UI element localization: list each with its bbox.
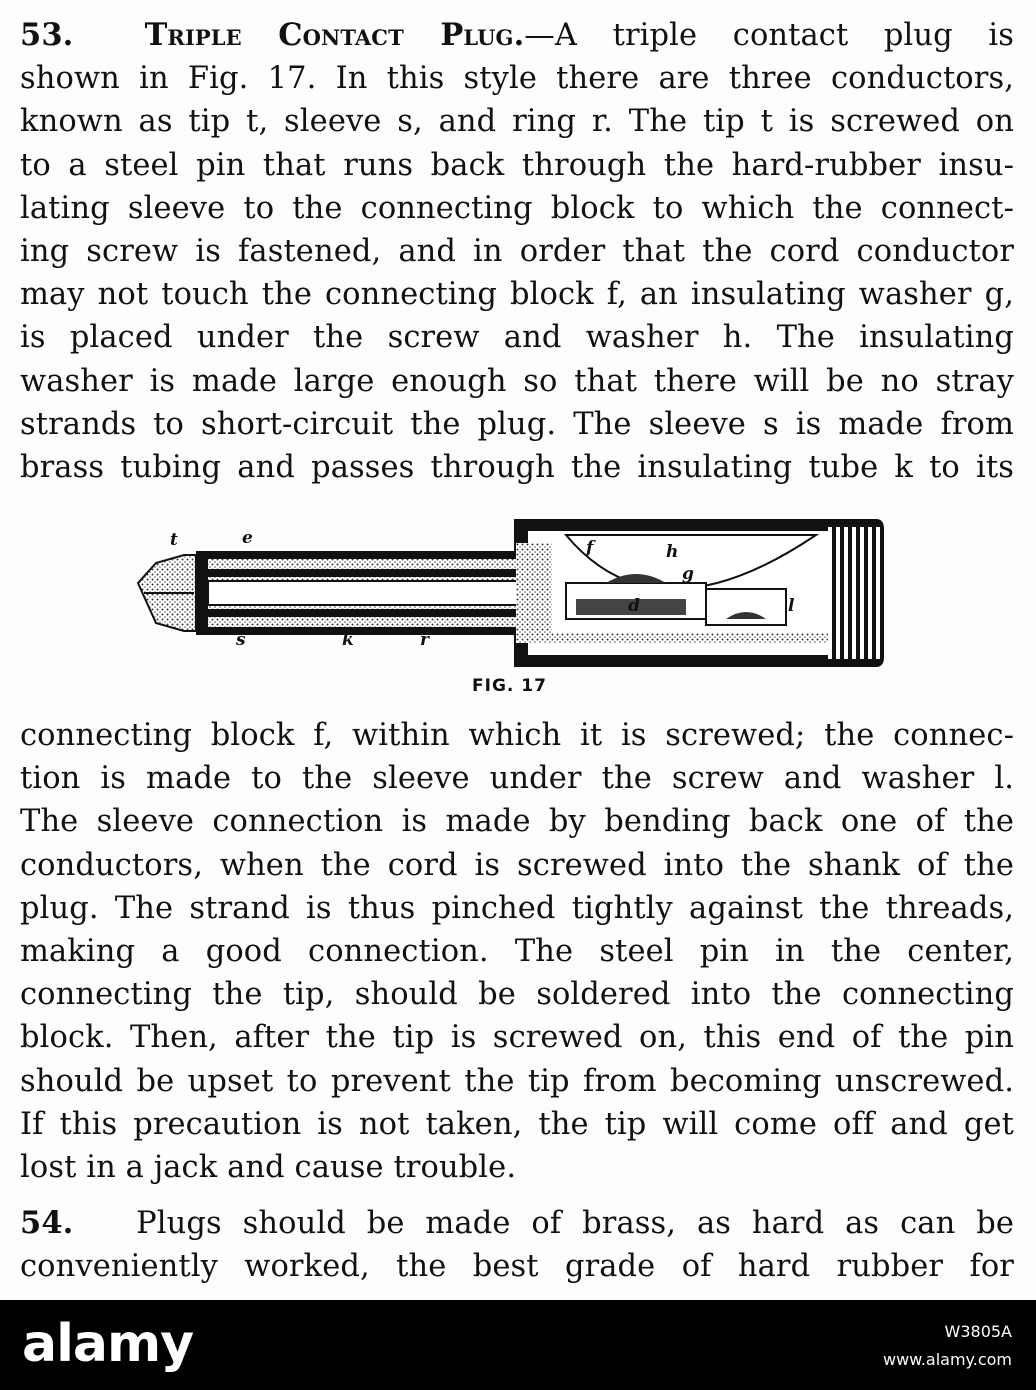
text-line-fragment: —A triple contact plug is [524,18,1014,53]
inner-block [706,589,786,625]
text-line: conductors, when the cord is screwed into the shank of the [20,847,1014,883]
text-line: lating sleeve to the connecting block to which the connect- [20,190,1014,226]
label-s: s [236,630,246,650]
label-h: h [666,542,679,562]
text-line: brass tubing and passes through the insulating tube k to its [20,450,1014,486]
label-k: k [342,630,354,650]
label-r: r [420,630,429,650]
figure-caption: FIG. 17 [472,676,547,696]
label-d: d [628,596,640,616]
text-line-fragment: Plugs should be made of brass, as hard as can be [136,1206,1014,1241]
text-line: If this precaution is not taken, the tip will come off and get [20,1106,1014,1142]
text-line: should be upset to prevent the tip from becoming unscrewed. [20,1063,1014,1099]
text-line: to a steel pin that runs back through the hard-rubber insu- [20,147,1014,183]
section-54-paragraph [20,1202,1014,1288]
text-line: connecting the tip, should be soldered into the connecting [20,977,1014,1013]
text-line: plug. The strand is thus pinched tightly against the threads, [20,890,1014,926]
text-line: connecting block f, within which it is screwed; the connec- [20,718,1014,753]
watermark-logo: alamy [22,1314,194,1374]
text-line: washer is made large enough so that there will be no stray [20,363,1014,399]
section-53-paragraph [20,14,1014,489]
text-line: The sleeve connection is made by bending back one of the [20,804,1014,840]
ring-band [208,569,516,577]
text-line: is placed under the screw and washer h. The insulating [20,320,1014,356]
section-number: 53. [20,17,74,53]
section-title: Triple Contact Plug. [144,17,525,53]
label-l: l [788,596,795,616]
steel-pin [208,581,568,605]
text-line [20,1202,1014,1245]
text-line: shown in Fig. 17. In this style there are three conductors, [20,61,1014,97]
text-line: tion is made to the sleeve under the screw and washer l. [20,761,1014,797]
continuation-paragraph [20,714,1014,1189]
threaded-shank [828,527,880,659]
bottom-wall [516,633,828,643]
text-line: ing screw is fastened, and in order that the cord conductor [20,234,1014,270]
text-line: lost in a jack and cause trouble. [20,1150,517,1186]
watermark-bar [0,1300,1036,1390]
text-line: block. Then, after the tip is screwed on, this end of the pin [20,1020,1014,1056]
label-f: f [586,538,594,558]
text-line: strands to short-circuit the plug. The sleeve s is made from [20,406,1014,442]
label-t: t [170,530,178,550]
insulating-wall [516,543,552,643]
text-line: may not touch the connecting block f, an insulating washer g, [20,277,1014,313]
plug-diagram [136,513,888,673]
label-g: g [682,564,694,584]
text-line: known as tip t, sleeve s, and ring r. The tip t is screwed on [20,104,1014,140]
text-line: making a good connection. The steel pin in the center, [20,934,1014,970]
text-line: conveniently worked, the best grade of hard rubber for [20,1249,1014,1285]
ring-band-lower [208,609,516,617]
label-e: e [242,528,253,548]
section-number: 54. [20,1205,74,1241]
text-line [20,14,1014,57]
watermark-site: www.alamy.com [883,1350,1012,1369]
watermark-image-id: W3805A [944,1322,1012,1341]
